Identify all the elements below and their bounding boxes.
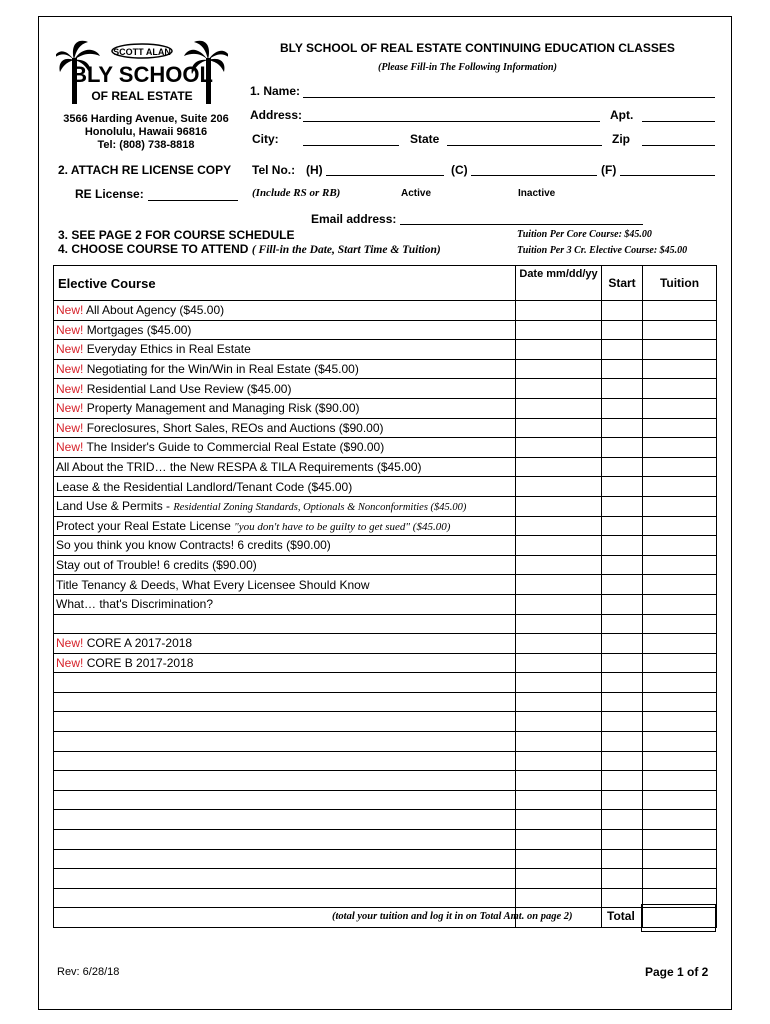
tuition-cell[interactable] (643, 555, 717, 575)
tuition-cell[interactable] (643, 359, 717, 379)
date-cell[interactable] (516, 869, 602, 889)
page-subtitle: (Please Fill-in The Following Information) (378, 62, 557, 73)
course-title: Title Tenancy & Deeds, What Every Licensee Should Know (56, 577, 370, 592)
start-cell[interactable] (602, 751, 643, 771)
tuition-cell[interactable] (643, 732, 717, 752)
re-license-field[interactable] (148, 200, 238, 201)
table-row (54, 457, 717, 477)
name-label: 1. Name: (250, 84, 301, 98)
date-cell[interactable] (516, 536, 602, 556)
course-cell[interactable] (54, 771, 516, 791)
tuition-cell[interactable] (643, 810, 717, 830)
date-cell[interactable] (516, 653, 602, 673)
course-cell[interactable] (54, 457, 516, 477)
table-row (54, 398, 717, 418)
tuition-cell[interactable] (643, 594, 717, 614)
email-field[interactable] (400, 224, 643, 225)
state-label: State (410, 132, 440, 146)
course-cell[interactable] (54, 634, 516, 654)
start-cell[interactable] (602, 379, 643, 399)
course-cell[interactable] (54, 438, 516, 458)
course-cell[interactable] (54, 673, 516, 693)
new-badge: New! (56, 362, 84, 377)
tuition-cell[interactable] (643, 301, 717, 321)
table-row (54, 849, 717, 869)
revision-date: Rev: 6/28/18 (57, 966, 120, 978)
city-label: City: (252, 132, 279, 146)
attach-license-label: 2. ATTACH RE LICENSE COPY (58, 163, 232, 177)
course-cell[interactable] (54, 849, 516, 869)
course-title: What… that's Discrimination? (56, 597, 214, 612)
date-cell[interactable] (516, 790, 602, 810)
course-cell[interactable] (54, 830, 516, 850)
date-cell[interactable] (516, 555, 602, 575)
tuition-cell[interactable] (643, 398, 717, 418)
start-cell[interactable] (602, 398, 643, 418)
course-title: CORE B 2017-2018 (86, 655, 194, 670)
new-badge: New! (56, 636, 84, 651)
page-title: BLY SCHOOL OF REAL ESTATE CONTINUING EDUCATION CLASSES (280, 41, 675, 55)
date-cell[interactable] (516, 810, 602, 830)
tel-home-label: (H) (306, 163, 323, 177)
tuition-cell[interactable] (643, 340, 717, 360)
course-cell[interactable] (54, 869, 516, 889)
table-row (54, 810, 717, 830)
address-line-1: 3566 Harding Avenue, Suite 206 (63, 113, 229, 125)
start-cell[interactable] (602, 888, 643, 908)
course-title: The Insider's Guide to Commercial Real Estate ($90.00) (86, 440, 385, 455)
new-badge: New! (56, 342, 84, 357)
address-field[interactable] (303, 121, 600, 122)
course-cell[interactable] (54, 810, 516, 830)
course-cell[interactable] (54, 712, 516, 732)
course-cell[interactable] (54, 732, 516, 752)
table-row (54, 653, 717, 673)
tuition-cell[interactable] (643, 320, 717, 340)
table-row (54, 359, 717, 379)
course-cell[interactable] (54, 594, 516, 614)
course-cell[interactable] (54, 398, 516, 418)
bly-school-logo (56, 38, 228, 108)
table-row (54, 477, 717, 497)
inactive-option[interactable]: Inactive (518, 188, 556, 199)
date-cell[interactable] (516, 320, 602, 340)
tuition-cell[interactable] (643, 477, 717, 497)
table-header-row (54, 266, 717, 301)
address-label: Address: (250, 108, 303, 122)
city-field[interactable] (303, 145, 399, 146)
start-cell[interactable] (602, 732, 643, 752)
start-cell[interactable] (602, 712, 643, 732)
school-address (56, 113, 236, 152)
table-row (54, 320, 717, 340)
start-cell[interactable] (602, 320, 643, 340)
tuition-cell[interactable] (643, 869, 717, 889)
new-badge: New! (56, 655, 84, 670)
total-amount-field[interactable] (641, 904, 716, 932)
course-title: CORE A 2017-2018 (86, 636, 193, 651)
table-row (54, 301, 717, 321)
course-cell[interactable] (54, 692, 516, 712)
course-cell[interactable] (54, 536, 516, 556)
course-cell[interactable] (54, 790, 516, 810)
new-badge: New! (56, 420, 84, 435)
course-title: Stay out of Trouble! 6 credits ($90.00) (56, 558, 257, 573)
table-row (54, 496, 717, 516)
tuition-cell[interactable] (643, 790, 717, 810)
date-cell[interactable] (516, 673, 602, 693)
total-label: Total (607, 909, 635, 923)
start-cell[interactable] (602, 790, 643, 810)
col-start: Start (602, 266, 643, 301)
tuition-cell[interactable] (643, 849, 717, 869)
course-cell[interactable] (54, 555, 516, 575)
start-cell[interactable] (602, 477, 643, 497)
course-cell[interactable] (54, 301, 516, 321)
start-cell[interactable] (602, 692, 643, 712)
tuition-cell[interactable] (643, 692, 717, 712)
tuition-cell[interactable] (643, 536, 717, 556)
start-cell[interactable] (602, 418, 643, 438)
course-title: All About the TRID… the New RESPA & TILA Requirements ($45.00) (56, 460, 422, 475)
date-cell[interactable] (516, 712, 602, 732)
course-cell[interactable] (54, 340, 516, 360)
tel-home-field[interactable] (326, 175, 444, 176)
tel-fax-field[interactable] (620, 175, 715, 176)
start-cell[interactable] (602, 634, 643, 654)
step-4-hint: ( Fill-in the Date, Start Time & Tuition) (251, 244, 441, 256)
date-cell[interactable] (516, 614, 602, 634)
zip-field[interactable] (642, 145, 715, 146)
table-row (54, 536, 717, 556)
start-cell[interactable] (602, 438, 643, 458)
course-title: Land Use & Permits - (56, 499, 174, 514)
date-cell[interactable] (516, 301, 602, 321)
date-cell[interactable] (516, 496, 602, 516)
course-title: Residential Land Use Review ($45.00) (86, 381, 292, 396)
svg-text:SCOTT ALAN: SCOTT ALAN (113, 47, 171, 57)
start-cell[interactable] (602, 849, 643, 869)
tuition-cell[interactable] (643, 457, 717, 477)
step-4-instruction (58, 242, 441, 256)
course-title: Property Management and Managing Risk ($90.00) (86, 401, 360, 416)
date-cell[interactable] (516, 575, 602, 595)
tuition-cell[interactable] (643, 771, 717, 791)
table-row (54, 790, 717, 810)
start-cell[interactable] (602, 536, 643, 556)
active-option[interactable]: Active (401, 188, 432, 199)
course-cell[interactable] (54, 516, 516, 536)
tuition-cell[interactable] (643, 379, 717, 399)
course-cell[interactable] (54, 477, 516, 497)
re-license-hint: (Include RS or RB) (252, 187, 341, 199)
table-row (54, 751, 717, 771)
start-cell[interactable] (602, 575, 643, 595)
table-row (54, 379, 717, 399)
table-row (54, 516, 717, 536)
tuition-cell[interactable] (643, 712, 717, 732)
tuition-cell[interactable] (643, 418, 717, 438)
apt-field[interactable] (642, 121, 715, 122)
new-badge: New! (56, 381, 84, 396)
course-title: Mortgages ($45.00) (86, 322, 192, 337)
svg-text:BLY SCHOOL: BLY SCHOOL (71, 62, 213, 87)
table-row (54, 614, 717, 634)
start-cell[interactable] (602, 869, 643, 889)
date-cell[interactable] (516, 516, 602, 536)
tuition-cell[interactable] (643, 673, 717, 693)
date-cell[interactable] (516, 830, 602, 850)
course-title: Everyday Ethics in Real Estate (86, 342, 251, 357)
course-cell[interactable] (54, 888, 516, 908)
address-line-2: Honolulu, Hawaii 96816 (84, 126, 208, 138)
tuition-cell[interactable] (643, 830, 717, 850)
new-badge: New! (56, 401, 84, 416)
start-cell[interactable] (602, 771, 643, 791)
tuition-cell[interactable] (643, 634, 717, 654)
date-cell[interactable] (516, 359, 602, 379)
date-cell[interactable] (516, 379, 602, 399)
date-cell[interactable] (516, 340, 602, 360)
start-cell[interactable] (602, 810, 643, 830)
state-field[interactable] (447, 145, 602, 146)
date-cell[interactable] (516, 594, 602, 614)
course-title: Lease & the Residential Landlord/Tenant Code ($45.00) (56, 479, 353, 494)
table-row (54, 575, 717, 595)
zip-label: Zip (612, 132, 630, 146)
course-description: Residential Zoning Standards, Optionals & Nonconformities ($45.00) (173, 502, 467, 514)
table-row (54, 888, 717, 908)
start-cell[interactable] (602, 340, 643, 360)
start-cell[interactable] (602, 359, 643, 379)
col-tuition: Tuition (643, 266, 717, 301)
start-cell[interactable] (602, 830, 643, 850)
re-license-label: RE License: (75, 187, 144, 201)
table-row (54, 830, 717, 850)
table-row (54, 692, 717, 712)
svg-text:OF REAL ESTATE: OF REAL ESTATE (91, 89, 193, 103)
date-cell[interactable] (516, 888, 602, 908)
date-cell[interactable] (516, 849, 602, 869)
date-cell[interactable] (516, 634, 602, 654)
course-cell[interactable] (54, 418, 516, 438)
tuition-cell[interactable] (643, 438, 717, 458)
course-cell[interactable] (54, 379, 516, 399)
tel-label: Tel No.: (252, 163, 296, 177)
course-cell[interactable] (54, 359, 516, 379)
date-cell[interactable] (516, 732, 602, 752)
course-cell[interactable] (54, 614, 516, 634)
table-row (54, 869, 717, 889)
start-cell[interactable] (602, 594, 643, 614)
date-cell[interactable] (516, 398, 602, 418)
tel-cell-field[interactable] (471, 175, 597, 176)
course-cell[interactable] (54, 653, 516, 673)
table-row (54, 771, 717, 791)
start-cell[interactable] (602, 516, 643, 536)
col-elective-course: Elective Course (54, 266, 516, 301)
tuition-cell[interactable] (643, 751, 717, 771)
date-cell[interactable] (516, 692, 602, 712)
new-badge: New! (56, 303, 84, 318)
course-table (53, 265, 717, 928)
tel-fax-label: (F) (601, 163, 617, 177)
new-badge: New! (56, 440, 84, 455)
tuition-elective-note: Tuition Per 3 Cr. Elective Course: $45.00 (517, 245, 688, 256)
course-title: So you think you know Contracts! 6 credits ($90.00) (56, 538, 331, 553)
step-4-text: 4. CHOOSE COURSE TO ATTEND (58, 242, 249, 256)
table-row (54, 634, 717, 654)
table-row (54, 712, 717, 732)
course-title: All About Agency ($45.00) (86, 303, 225, 318)
course-title: Protect your Real Estate License (56, 518, 235, 533)
tel-cell-label: (C) (451, 163, 468, 177)
date-cell[interactable] (516, 418, 602, 438)
start-cell[interactable] (602, 653, 643, 673)
date-cell[interactable] (516, 751, 602, 771)
total-hint: (total your tuition and log it in on Total Amt. on page 2) (332, 911, 573, 922)
start-cell[interactable] (602, 614, 643, 634)
step-3-instruction: 3. SEE PAGE 2 FOR COURSE SCHEDULE (58, 228, 295, 242)
school-phone: Tel: (808) 738-8818 (97, 139, 195, 151)
start-cell[interactable] (602, 457, 643, 477)
course-title: Foreclosures, Short Sales, REOs and Auctions ($90.00) (86, 420, 384, 435)
name-field[interactable] (303, 97, 715, 98)
date-cell[interactable] (516, 477, 602, 497)
course-title: Negotiating for the Win/Win in Real Estate ($45.00) (86, 362, 359, 377)
course-cell[interactable] (54, 320, 516, 340)
email-label: Email address: (311, 212, 397, 226)
tuition-cell[interactable] (643, 575, 717, 595)
tuition-cell[interactable] (643, 516, 717, 536)
course-cell[interactable] (54, 575, 516, 595)
table-row (54, 438, 717, 458)
table-row (54, 340, 717, 360)
course-cell[interactable] (54, 751, 516, 771)
course-cell[interactable] (54, 496, 516, 516)
table-row (54, 673, 717, 693)
table-row (54, 555, 717, 575)
tuition-cell[interactable] (643, 496, 717, 516)
new-badge: New! (56, 322, 84, 337)
start-cell[interactable] (602, 673, 643, 693)
page-number: Page 1 of 2 (645, 965, 709, 979)
tuition-cell[interactable] (643, 614, 717, 634)
date-cell[interactable] (516, 771, 602, 791)
date-cell[interactable] (516, 457, 602, 477)
table-row (54, 594, 717, 614)
start-cell[interactable] (602, 301, 643, 321)
apt-label: Apt. (610, 108, 634, 122)
tuition-core-note: Tuition Per Core Course: $45.00 (517, 229, 652, 240)
date-cell[interactable] (516, 438, 602, 458)
col-date: Date mm/dd/yy (516, 266, 602, 301)
table-row (54, 418, 717, 438)
start-cell[interactable] (602, 496, 643, 516)
start-cell[interactable] (602, 555, 643, 575)
tuition-cell[interactable] (643, 653, 717, 673)
course-description: "you don't have to be guilty to get sued" ($45.00) (234, 520, 451, 533)
table-row (54, 732, 717, 752)
